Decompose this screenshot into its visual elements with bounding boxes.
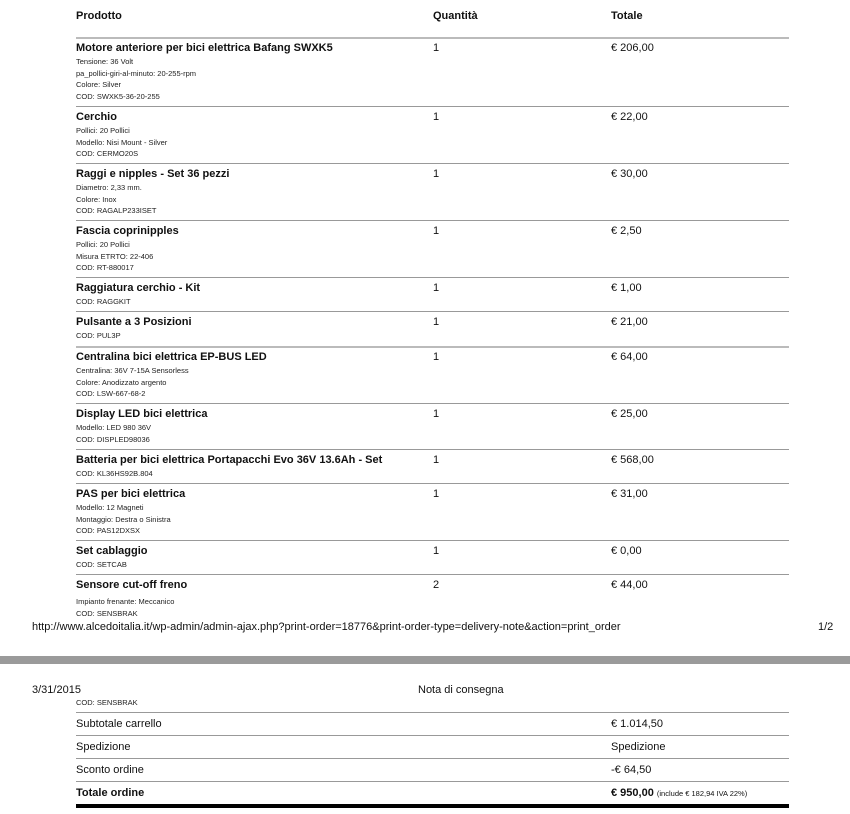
item-total: € 206,00 — [611, 42, 654, 54]
item-attribute: COD: RT-880017 — [76, 263, 134, 272]
item-attribute: Montaggio: Destra o Sinistra — [76, 514, 171, 524]
row-divider — [76, 483, 789, 484]
item-attribute: Pollici: 20 Pollici — [76, 240, 130, 249]
document-title: Nota di consegna — [418, 684, 504, 696]
item-quantity: 1 — [433, 168, 440, 180]
discount-label: Sconto ordine — [76, 764, 144, 776]
item-total: € 64,00 — [611, 351, 648, 363]
header-divider — [76, 37, 789, 39]
row-divider — [76, 220, 789, 221]
item-attribute: Impianto frenante: Meccanico — [76, 597, 175, 606]
item-total: € 1,00 — [611, 282, 642, 294]
row-divider — [76, 346, 789, 348]
item-attribute: pa_pollici-giri-al-minuto: 20-255-rpm — [76, 68, 197, 78]
header-total: Totale — [611, 10, 643, 22]
item-total: € 30,00 — [611, 168, 648, 180]
item-attribute: Centralina: 36V 7-15A Sensorless — [76, 366, 189, 375]
order-total-vat-note: (include € 182,94 IVA 22%) — [656, 789, 748, 798]
overflow-cut-text: COD: SENSBRAK — [76, 700, 138, 706]
totals-divider — [76, 758, 789, 759]
item-name: Centralina bici elettrica EP-BUS LED — [76, 351, 267, 363]
item-name: Batteria per bici elettrica Portapacchi Evo 36V 13.6Ah - Set — [76, 454, 383, 466]
item-attribute: Colore: Silver — [76, 80, 122, 89]
row-divider — [76, 106, 789, 107]
item-attribute: COD: SETCAB — [76, 560, 127, 569]
item-quantity: 1 — [433, 454, 440, 466]
order-total-label: Totale ordine — [76, 787, 145, 799]
print-page-2 — [0, 664, 850, 814]
item-name: Display LED bici elettrica — [76, 408, 208, 420]
row-divider — [76, 574, 789, 575]
item-name: Pulsante a 3 Posizioni — [76, 316, 192, 328]
discount-value: -€ 64,50 — [611, 764, 652, 776]
subtotal-label: Subtotale carrello — [76, 718, 162, 730]
totals-divider — [76, 735, 789, 736]
item-quantity: 1 — [433, 408, 440, 420]
order-total-value: € 950,00 — [611, 787, 654, 799]
header-product: Prodotto — [76, 10, 122, 22]
item-total: € 568,00 — [611, 454, 654, 466]
item-quantity: 1 — [433, 545, 440, 557]
item-name: Sensore cut-off freno — [76, 579, 188, 591]
item-total: € 2,50 — [611, 225, 642, 237]
item-total: € 44,00 — [611, 579, 648, 591]
row-divider — [76, 277, 789, 278]
item-attribute: Pollici: 20 Pollici — [76, 126, 130, 135]
item-attribute: COD: KL36HS92B.804 — [76, 469, 153, 478]
item-attribute: Misura ETRTO: 22-406 — [76, 251, 154, 261]
item-attribute: Modello: LED 980 36V — [76, 423, 152, 432]
item-attribute: Colore: Anodizzato argento — [76, 377, 167, 387]
item-total: € 25,00 — [611, 408, 648, 420]
item-name: Set cablaggio — [76, 545, 148, 557]
item-attribute: Tensione: 36 Volt — [76, 57, 134, 66]
totals-divider — [76, 712, 789, 713]
subtotal-value: € 1.014,50 — [611, 718, 663, 730]
item-quantity: 1 — [433, 316, 440, 328]
item-name: PAS per bici elettrica — [76, 488, 186, 500]
item-total: € 21,00 — [611, 316, 648, 328]
page-separator — [0, 656, 850, 664]
item-attribute: COD: LSW-667-68-2 — [76, 389, 146, 398]
item-quantity: 1 — [433, 225, 440, 237]
item-name: Fascia coprinipples — [76, 225, 179, 237]
row-divider — [76, 449, 789, 450]
row-divider — [76, 403, 789, 404]
item-attribute: Colore: Inox — [76, 194, 117, 204]
item-name: Raggi e nipples - Set 36 pezzi — [76, 168, 230, 180]
shipping-value: Spedizione — [611, 741, 666, 753]
item-attribute: Diametro: 2,33 mm. — [76, 183, 142, 192]
item-attribute: COD: RAGALP233ISET — [76, 206, 157, 215]
totals-bottom-rule — [76, 804, 789, 808]
footer-url: http://www.alcedoitalia.it/wp-admin/admin-ajax.php?print-order=18776&print-order-type=delivery-note&action=print_order — [32, 621, 621, 633]
item-quantity: 1 — [433, 111, 440, 123]
shipping-label: Spedizione — [76, 741, 131, 753]
item-quantity: 1 — [433, 42, 440, 54]
item-quantity: 1 — [433, 488, 440, 500]
item-attribute: COD: CERMO20S — [76, 149, 139, 158]
item-total: € 31,00 — [611, 488, 648, 500]
totals-divider — [76, 781, 789, 782]
row-divider — [76, 311, 789, 312]
print-date: 3/31/2015 — [32, 684, 81, 696]
item-quantity: 1 — [433, 351, 440, 363]
header-quantity: Quantità — [433, 10, 478, 22]
item-quantity: 1 — [433, 282, 440, 294]
item-name: Motore anteriore per bici elettrica Bafang SWXK5 — [76, 42, 333, 54]
item-attribute: Modello: Nisi Mount - Silver — [76, 137, 168, 147]
item-name: Cerchio — [76, 111, 117, 123]
item-attribute: COD: RAGGKIT — [76, 297, 131, 306]
item-total: € 22,00 — [611, 111, 648, 123]
item-attribute: COD: PUL3P — [76, 331, 121, 340]
item-attribute: COD: DISPLED98036 — [76, 434, 150, 444]
row-divider — [76, 163, 789, 164]
item-name: Raggiatura cerchio - Kit — [76, 282, 201, 294]
item-attribute: COD: SWXK5-36-20-255 — [76, 91, 160, 101]
row-divider — [76, 540, 789, 541]
item-quantity: 2 — [433, 579, 440, 591]
item-attribute: COD: SENSBRAK — [76, 608, 138, 618]
item-attribute: COD: PAS12DXSX — [76, 526, 141, 535]
footer-page-number: 1/2 — [818, 621, 834, 633]
item-total: € 0,00 — [611, 545, 642, 557]
item-attribute: Modello: 12 Magneti — [76, 503, 144, 512]
